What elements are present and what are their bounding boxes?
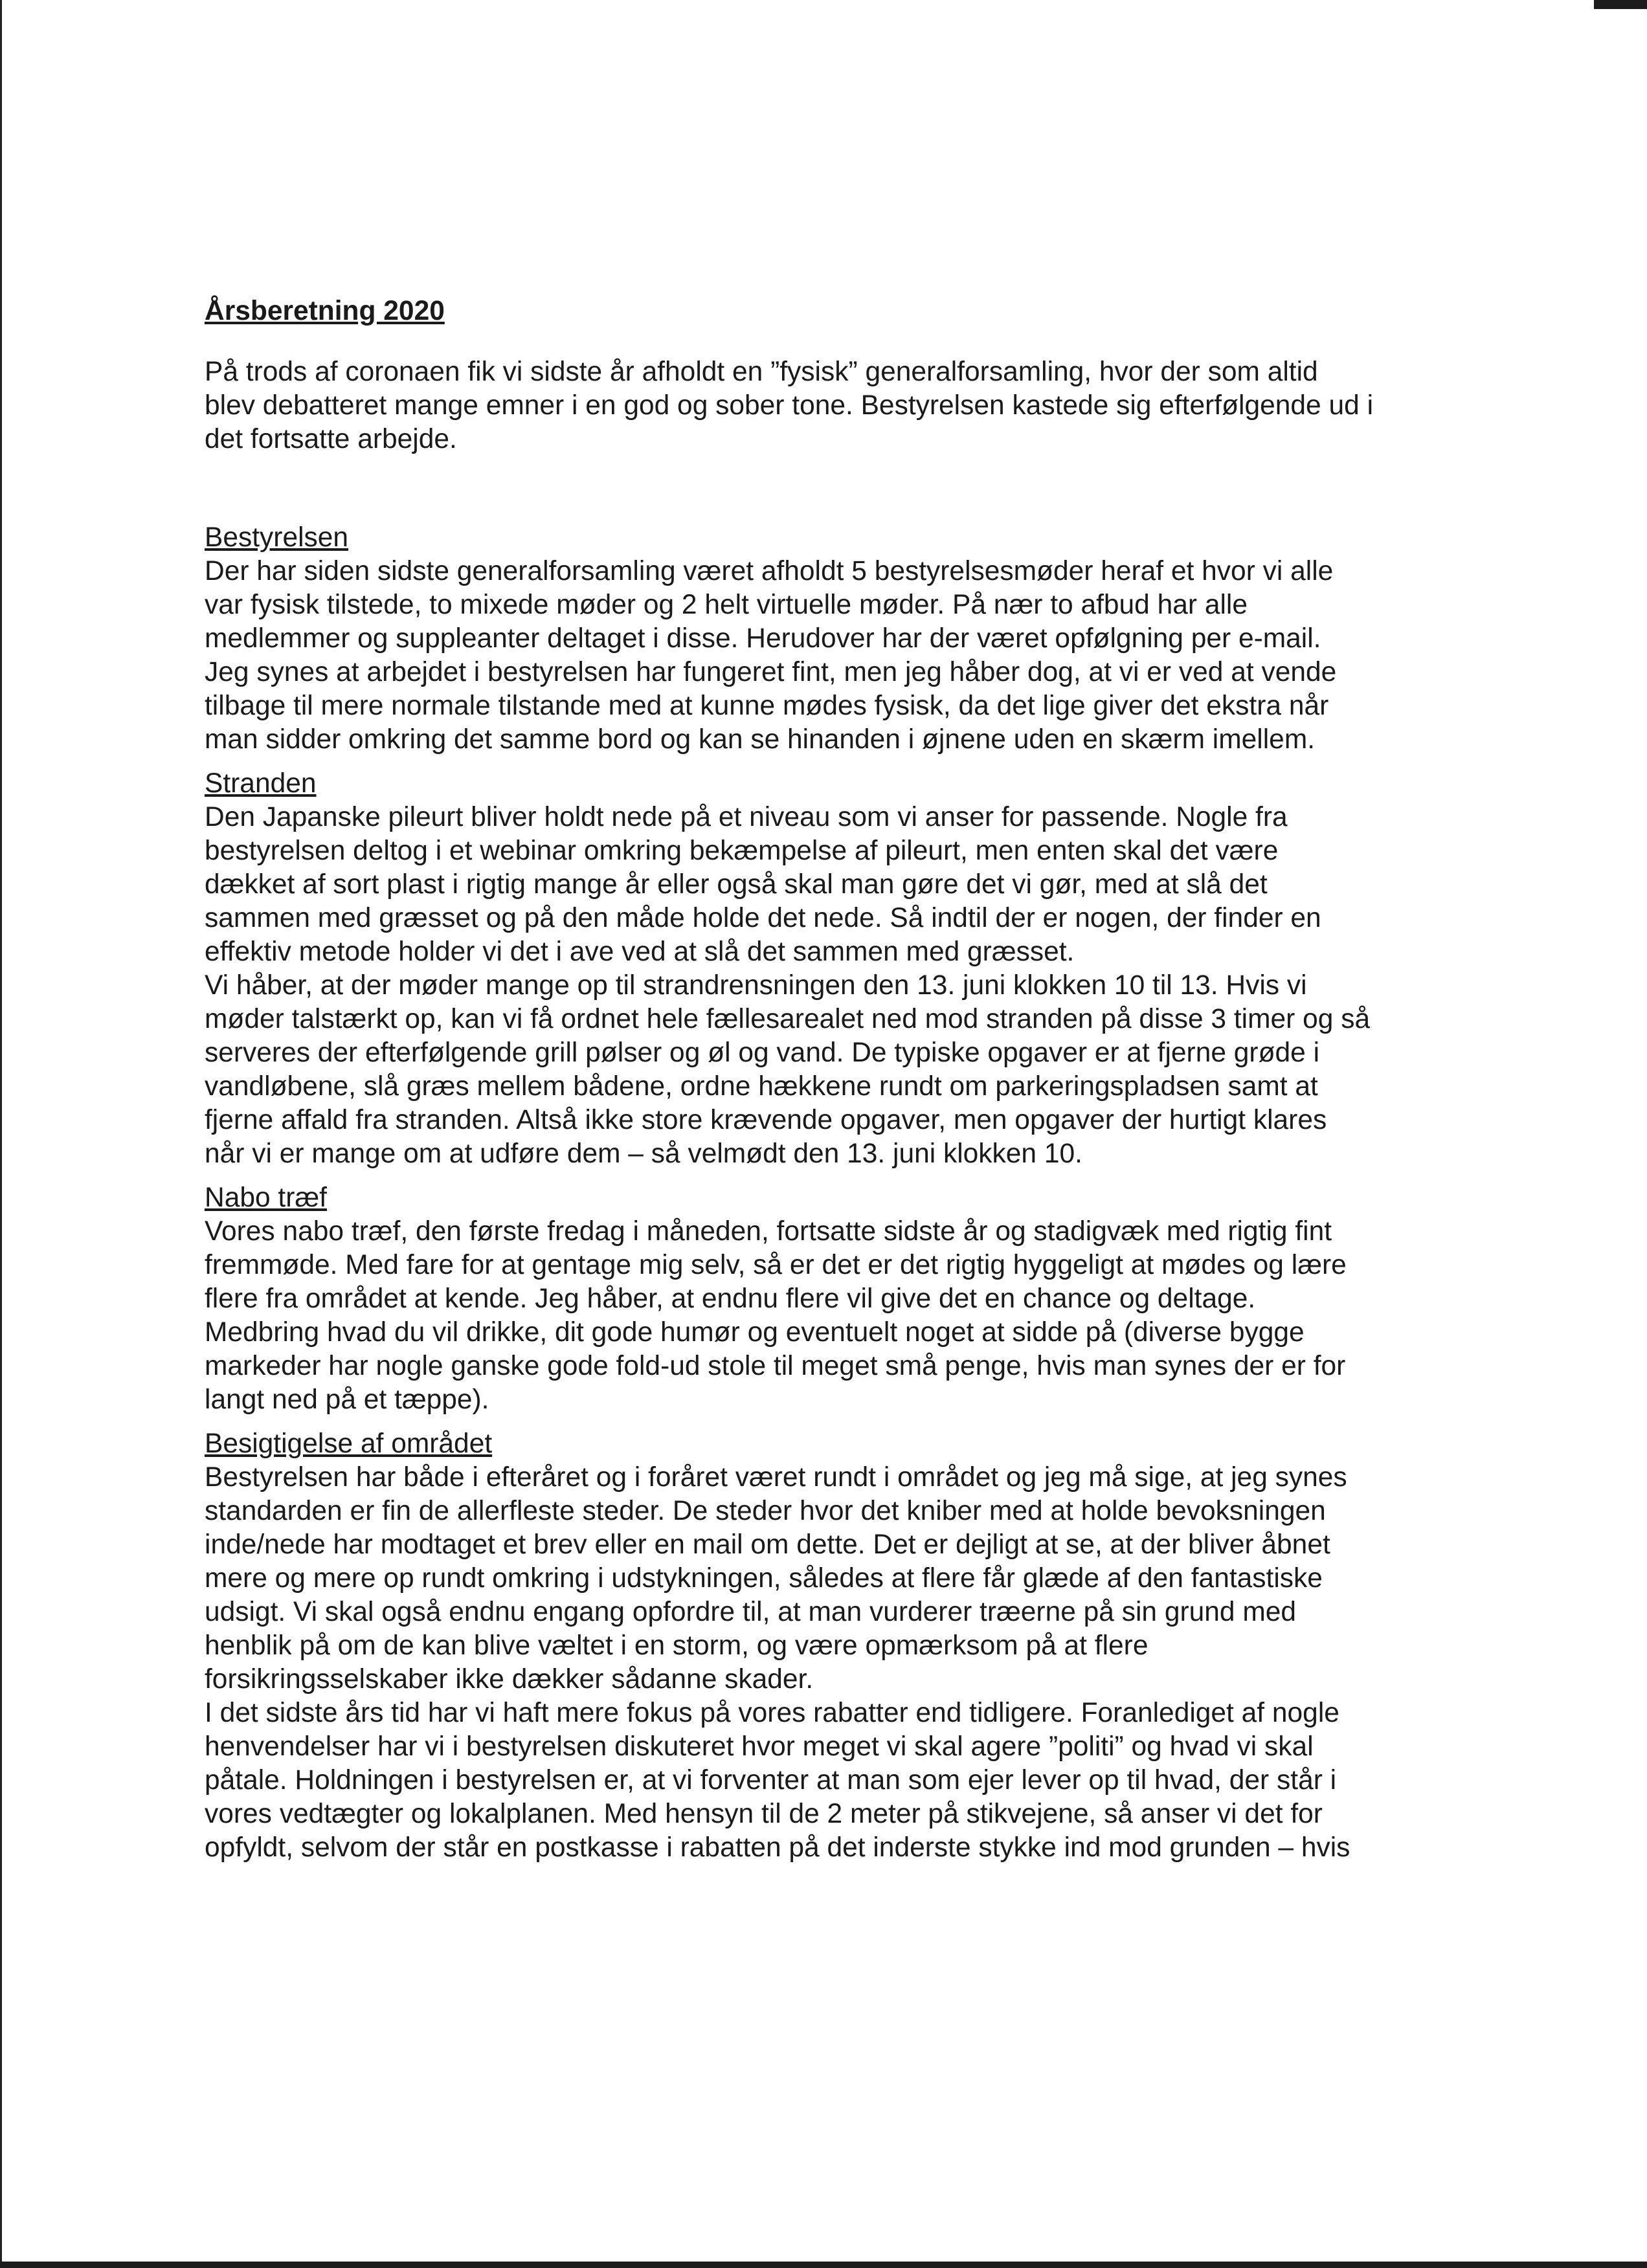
section-nabo-traef <box>205 1181 1435 1417</box>
paragraph-line: fremmøde. Med fare for at gentage mig selv, så er det er det rigtig hyggeligt at mødes og lære <box>205 1250 1347 1280</box>
paragraph-line: markeder har nogle ganske gode fold-ud stole til meget små penge, hvis man synes der er for <box>205 1351 1346 1381</box>
paragraph-line: udsigt. Vi skal også endnu engang opfordre til, at man vurderer træerne på sin grund med <box>205 1597 1297 1627</box>
paragraph-line: Der har siden sidste generalforsamling været afholdt 5 bestyrelsesmøder heraf et hvor vi alle <box>205 556 1334 586</box>
section-besigtigelse <box>205 1427 1435 1865</box>
paragraph-line: man sidder omkring det samme bord og kan se hinanden i øjnene uden en skærm imellem. <box>205 724 1316 755</box>
intro-line: blev debatteret mange emner i en god og sober tone. Bestyrelsen kastede sig efterfølgende ud i <box>205 390 1374 421</box>
section-heading: Besigtigelse af området <box>205 1429 493 1459</box>
paragraph-line: mere og mere op rundt omkring i udstykningen, således at flere får glæde af den fantastiske <box>205 1563 1323 1594</box>
scan-border-left <box>0 0 2 2268</box>
intro-line: På trods af coronaen fik vi sidste år afholdt en ”fysisk” generalforsamling, hvor der som altid <box>205 357 1318 387</box>
scan-mark-top-right <box>1594 0 1647 9</box>
document-body <box>205 295 1435 1865</box>
document-title: Årsberetning 2020 <box>205 296 445 326</box>
paragraph-line: vores vedtægter og lokalplanen. Med hensyn til de 2 meter på stikvejene, så anser vi det for <box>205 1799 1323 1829</box>
paragraph-line: sammen med græsset og på den måde holde det nede. Så indtil der er nogen, der finder en <box>205 903 1321 933</box>
paragraph-line: forsikringsselskaber ikke dækker sådanne skader. <box>205 1664 814 1695</box>
section-heading: Stranden <box>205 768 317 799</box>
paragraph-line: Den Japanske pileurt bliver holdt nede på et niveau som vi anser for passende. Nogle fra <box>205 802 1288 832</box>
intro-line: det fortsatte arbejde. <box>205 424 457 454</box>
paragraph-line: Vores nabo træf, den første fredag i måneden, fortsatte sidste år og stadigvæk med rigtig fint <box>205 1216 1332 1247</box>
paragraph-line: opfyldt, selvom der står en postkasse i rabatten på det inderste stykke ind mod grunden – hvis <box>205 1832 1350 1863</box>
paragraph-line: Medbring hvad du vil drikke, dit gode humør og eventuelt noget at sidde på (diverse bygge <box>205 1317 1305 1348</box>
paragraph-line: fjerne affald fra stranden. Altså ikke store krævende opgaver, men opgaver der hurtigt klares <box>205 1105 1327 1135</box>
paragraph-line: medlemmer og suppleanter deltaget i disse. Herudover har der været opfølgning per e-mail. <box>205 623 1321 654</box>
paragraph-line: dækket af sort plast i rigtig mange år eller også skal man gøre det vi gør, med at slå det <box>205 869 1268 900</box>
section-stranden <box>205 767 1435 1171</box>
paragraph-line: effektiv metode holder vi det i ave ved at slå det sammen med græsset. <box>205 937 1075 967</box>
intro-paragraph <box>205 355 1435 456</box>
paragraph-line: Bestyrelsen har både i efteråret og i foråret været rundt i området og jeg må sige, at jeg synes <box>205 1462 1347 1493</box>
paragraph-line: standarden er fin de allerfleste steder. De steder hvor det kniber med at holde bevoksningen <box>205 1496 1326 1526</box>
paragraph-line: Jeg synes at arbejdet i bestyrelsen har fungeret fint, men jeg håber dog, at vi er ved at vende <box>205 657 1337 687</box>
paragraph-line: inde/nede har modtaget et brev eller en mail om dette. Det er dejligt at se, at der bliver åbnet <box>205 1529 1330 1560</box>
section-heading: Bestyrelsen <box>205 522 349 553</box>
paragraph-line: flere fra området at kende. Jeg håber, at endnu flere vil give det en chance og deltage. <box>205 1284 1256 1314</box>
paragraph-line: når vi er mange om at udføre dem – så velmødt den 13. juni klokken 10. <box>205 1139 1082 1169</box>
paragraph-line: var fysisk tilstede, to mixede møder og 2 helt virtuelle møder. På nær to afbud har alle <box>205 590 1248 620</box>
paragraph-line: påtale. Holdningen i bestyrelsen er, at vi forventer at man som ejer lever op til hvad, der står i <box>205 1765 1337 1796</box>
paragraph-line: bestyrelsen deltog i et webinar omkring bekæmpelse af pileurt, men enten skal det være <box>205 836 1279 866</box>
paragraph-line: tilbage til mere normale tilstande med at kunne mødes fysisk, da det lige giver det ekstra når <box>205 691 1329 721</box>
paragraph-line: henblik på om de kan blive væltet i en storm, og være opmærksom på at flere <box>205 1630 1148 1661</box>
section-bestyrelsen <box>205 521 1435 757</box>
scan-border-bottom <box>0 2262 1647 2268</box>
paragraph-line: henvendelser har vi i bestyrelsen diskuteret hvor meget vi skal agere ”politi” og hvad vi skal <box>205 1731 1314 1762</box>
paragraph-line: vandløbene, slå græs mellem bådene, ordne hækkene rundt om parkeringspladsen samt at <box>205 1071 1318 1102</box>
paragraph-line: møder talstærkt op, kan vi få ordnet hele fællesarealet ned mod stranden på disse 3 timer og så <box>205 1004 1371 1034</box>
paragraph-line: langt ned på et tæppe). <box>205 1384 489 1415</box>
section-heading: Nabo træf <box>205 1183 327 1213</box>
paragraph-line: I det sidste års tid har vi haft mere fokus på vores rabatter end tidligere. Foranlediget af nogle <box>205 1698 1339 1728</box>
paragraph-line: Vi håber, at der møder mange op til strandrensningen den 13. juni klokken 10 til 13. Hvis vi <box>205 970 1307 1001</box>
paragraph-line: serveres der efterfølgende grill pølser og øl og vand. De typiske opgaver er at fjerne grøde i <box>205 1038 1320 1068</box>
